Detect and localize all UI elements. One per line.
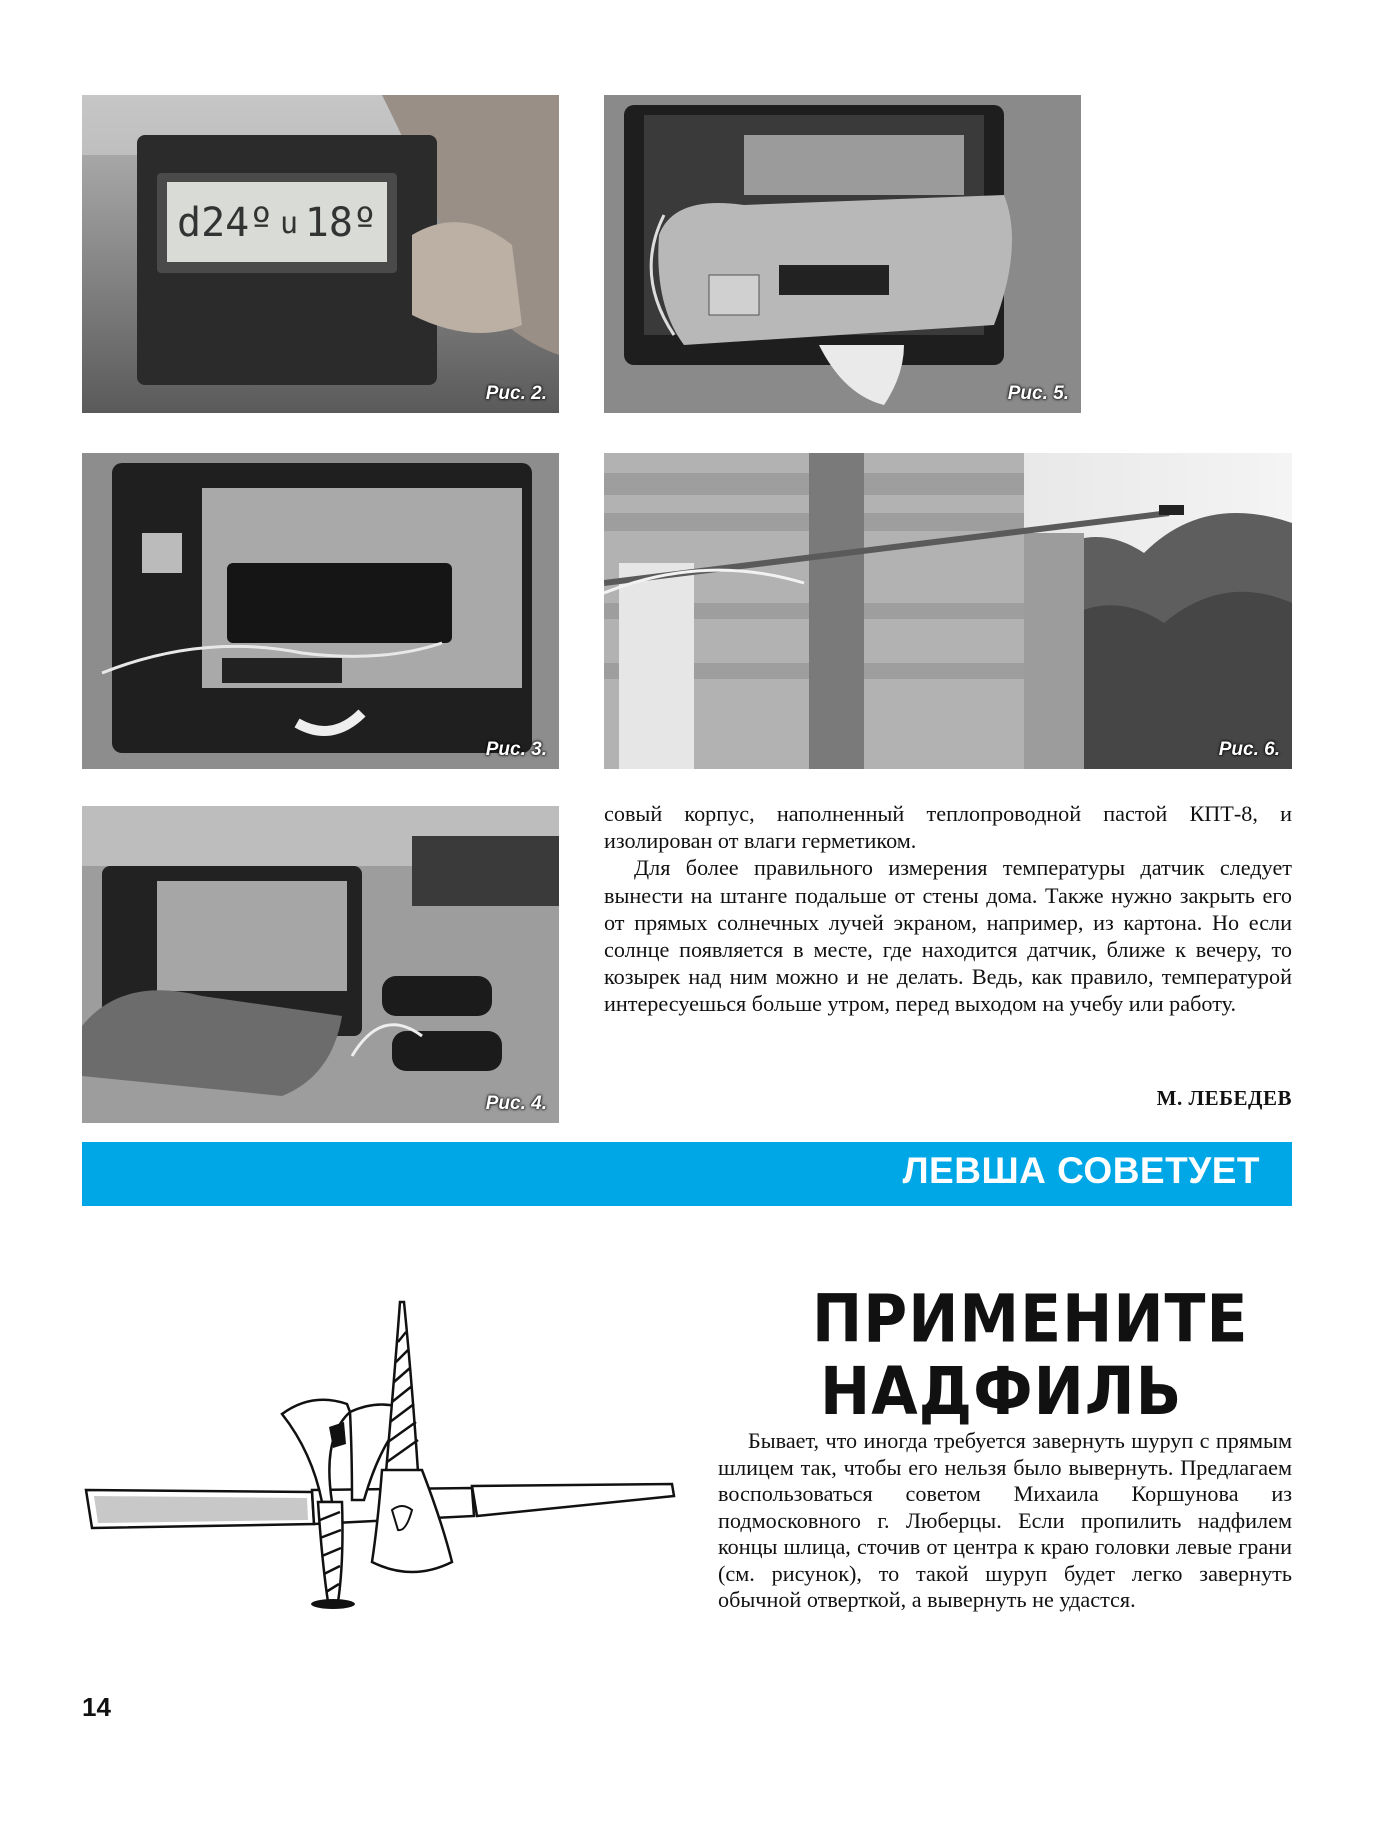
caption-fig-6: Рис. 6.	[1218, 739, 1280, 760]
section-banner	[82, 1142, 1292, 1206]
caption-fig-4: Рис. 4.	[485, 1093, 547, 1114]
needle-file-illustration	[82, 1262, 682, 1622]
photo-fig-4	[82, 806, 559, 1123]
lcd-right-reading: 18º	[304, 200, 377, 246]
article-paragraph-2: Для более правильного измерения температуры датчик следует вынести на штанге подальше от стены дома. Также нужно закрыть его от прямых солнечных лучей экраном, например, из картона. Но если солнце появляется в месте, где находится датчик, ближе к вечеру, то козырек над ним можно и не делать. Ведь, как правило, температурой интересуешься больше утром, перед выходом на учебу или работу.	[604, 855, 1292, 1017]
caption-fig-5: Рис. 5.	[1007, 383, 1069, 404]
photo-fig-6	[604, 453, 1292, 769]
article-author: М. ЛЕБЕДЕВ	[1156, 1086, 1292, 1110]
circuit-board-photo	[604, 95, 1081, 413]
tip-headline-line-1: ПРИМЕНИТЕ	[812, 1280, 1249, 1358]
caption-fig-2: Рис. 2.	[485, 383, 547, 404]
article-paragraph-1: совый корпус, наполненный теплопроводной пастой КПТ-8, и изолирован от влаги герметиком.	[604, 801, 1292, 854]
tip-headline	[812, 1280, 1302, 1431]
lcd-mid-reading: u	[280, 205, 299, 241]
page-number: 14	[82, 1692, 111, 1722]
tip-body	[718, 1428, 1292, 1614]
thermometer-photo	[82, 95, 559, 413]
section-banner-title: ЛЕВША СОВЕТУЕТ	[902, 1150, 1260, 1191]
caption-fig-3: Рис. 3.	[485, 739, 547, 760]
lcd-left-reading: d24º	[177, 200, 274, 246]
tip-headline-line-2: НАДФИЛЬ	[820, 1353, 1183, 1431]
photo-fig-5	[604, 95, 1081, 413]
photo-fig-2	[82, 95, 559, 413]
photo-fig-3	[82, 453, 559, 769]
article-text	[604, 800, 1292, 1018]
open-case-photo	[82, 453, 559, 769]
tip-paragraph: Бывает, что иногда требуется завернуть шуруп с прямым шлицем так, чтобы его нельзя было вывернуть. Предлагаем воспользоваться советом Михаила Коршунова из подмосковного г. Люберцы. Если пропилить надфилем концы шлица, сточив от центра к краю головки левые грани (см. рисунок), то такой шуруп будет легко завернуть обычной отверткой, а вывернуть не удастся.	[718, 1428, 1292, 1612]
assembly-photo	[82, 806, 559, 1123]
sensor-pole-photo	[604, 453, 1292, 769]
lcd-display	[177, 193, 377, 253]
